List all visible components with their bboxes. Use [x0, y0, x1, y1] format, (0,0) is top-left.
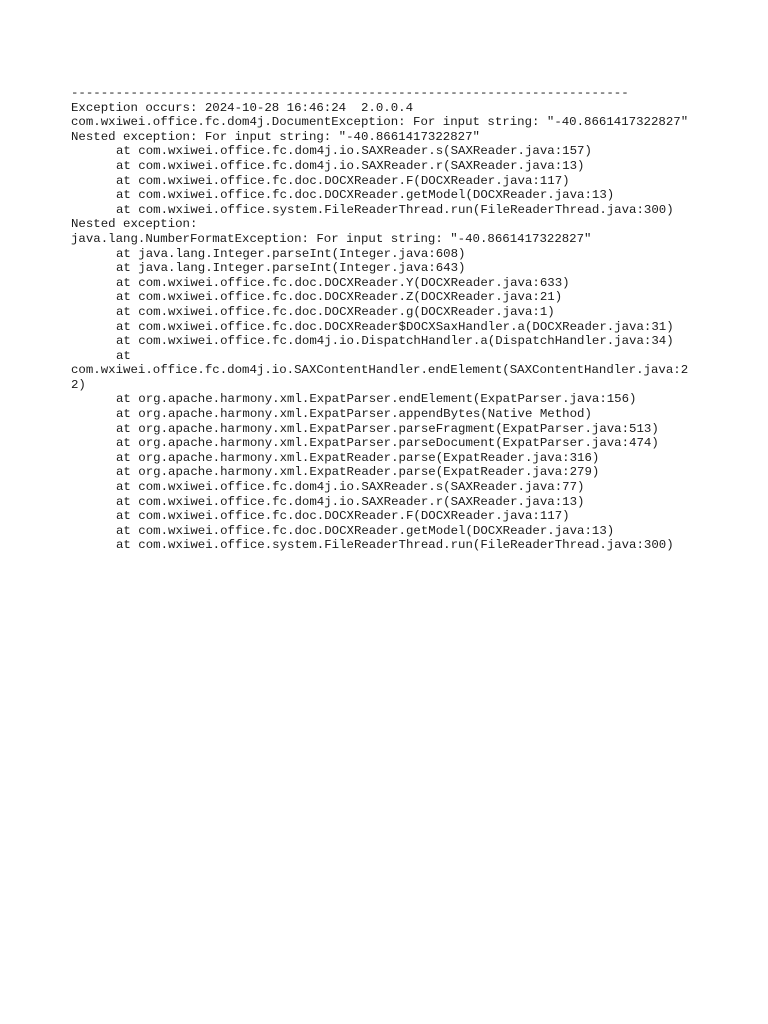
stack-frame: at com.wxiwei.office.fc.doc.DOCXReader.F(DOCXReader.java:117): [116, 173, 570, 188]
nested-exception-label: Nested exception:: [71, 217, 198, 232]
exception-message: com.wxiwei.office.fc.dom4j.DocumentException: For input string: "-40.8661417322827": [71, 115, 689, 130]
stack-frame: at com.wxiwei.office.fc.doc.DOCXReader$DOCXSaxHandler.a(DOCXReader.java:31): [116, 319, 674, 334]
stack-frame: at java.lang.Integer.parseInt(Integer.java:643): [116, 261, 466, 276]
stack-frame: at com.wxiwei.office.fc.dom4j.io.SAXReader.s(SAXReader.java:77): [116, 480, 585, 495]
stack-frame: at org.apache.harmony.xml.ExpatParser.parseFragment(ExpatParser.java:513): [116, 421, 659, 436]
stack-frame: at com.wxiwei.office.fc.dom4j.io.DispatchHandler.a(DispatchHandler.java:34): [116, 334, 674, 349]
stack-frame: at java.lang.Integer.parseInt(Integer.java:608): [116, 246, 466, 261]
stack-frame: at com.wxiwei.office.fc.doc.DOCXReader.getModel(DOCXReader.java:13): [116, 523, 615, 538]
stack-frame: at com.wxiwei.office.fc.dom4j.io.SAXReader.s(SAXReader.java:157): [116, 144, 592, 159]
stack-frame: at com.wxiwei.office.fc.dom4j.io.SAXReader.r(SAXReader.java:13): [116, 494, 585, 509]
stack-frame-wrapped: com.wxiwei.office.fc.dom4j.io.SAXContentHandler.endElement(SAXContentHandler.java:2: [71, 363, 689, 378]
nested-exception-type: java.lang.NumberFormatException: For input string: "-40.8661417322827": [71, 231, 592, 246]
stack-frame: at com.wxiwei.office.fc.dom4j.io.SAXReader.r(SAXReader.java:13): [116, 158, 585, 173]
stack-frame: at org.apache.harmony.xml.ExpatParser.parseDocument(ExpatParser.java:474): [116, 436, 659, 451]
stack-frame: at org.apache.harmony.xml.ExpatReader.parse(ExpatReader.java:279): [116, 465, 600, 480]
stack-frame: at org.apache.harmony.xml.ExpatParser.appendBytes(Native Method): [116, 407, 592, 422]
stack-frame: at com.wxiwei.office.fc.doc.DOCXReader.Y(DOCXReader.java:633): [116, 275, 570, 290]
exception-header: Exception occurs: 2024-10-28 16:46:24 2.0.0.4: [71, 100, 414, 115]
stack-frame: at com.wxiwei.office.system.FileReaderThread.run(FileReaderThread.java:300): [116, 538, 674, 553]
stack-frame: at com.wxiwei.office.fc.doc.DOCXReader.Z(DOCXReader.java:21): [116, 290, 563, 305]
stack-frame: at: [116, 348, 131, 363]
stack-frame: at org.apache.harmony.xml.ExpatReader.parse(ExpatReader.java:316): [116, 450, 600, 465]
stack-frame: at com.wxiwei.office.fc.doc.DOCXReader.g(DOCXReader.java:1): [116, 304, 555, 319]
exception-log: [71, 86, 711, 553]
stack-frame-wrapped-continuation: 2): [71, 377, 86, 392]
nested-exception-message: Nested exception: For input string: "-40.8661417322827": [71, 129, 480, 144]
stack-frame: at com.wxiwei.office.fc.doc.DOCXReader.F(DOCXReader.java:117): [116, 509, 570, 524]
separator-line: ---------------------------------------------------------------------------: [71, 86, 629, 100]
stack-frame: at org.apache.harmony.xml.ExpatParser.endElement(ExpatParser.java:156): [116, 392, 637, 407]
stack-frame: at com.wxiwei.office.system.FileReaderThread.run(FileReaderThread.java:300): [116, 202, 674, 217]
stack-frame: at com.wxiwei.office.fc.doc.DOCXReader.getModel(DOCXReader.java:13): [116, 188, 615, 203]
